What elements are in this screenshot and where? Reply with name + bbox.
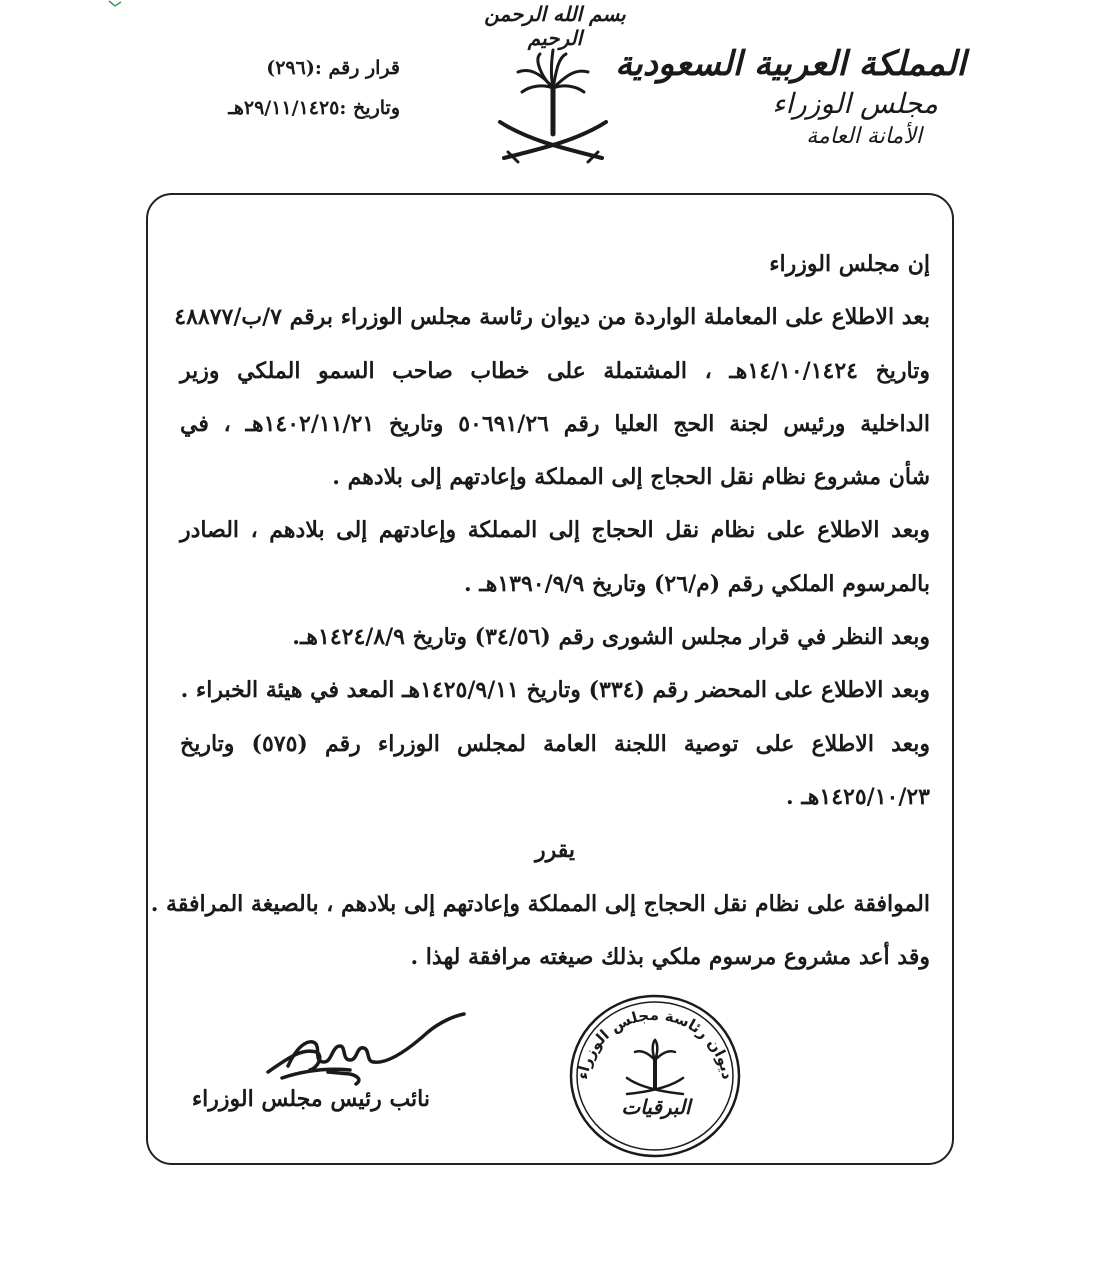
basmala: بسم الله الرحمن الرحيم bbox=[484, 2, 626, 50]
corner-mark bbox=[108, 0, 122, 8]
signatory-title: نائب رئيس مجلس الوزراء bbox=[191, 1086, 430, 1112]
body-line: وقد أعد مشروع مرسوم ملكي بذلك صيغته مرافقة لهذا . bbox=[410, 943, 930, 970]
body-line: شأن مشروع نظام نقل الحجاج إلى المملكة وإعادتهم إلى بلادهم . bbox=[332, 464, 930, 491]
body-line: بعد الاطلاع على المعاملة الواردة من ديوان رئاسة مجلس الوزراء برقم ٧/ب/٤٨٨٧٧ bbox=[174, 304, 930, 331]
resolves-heading: يقرر bbox=[534, 837, 575, 864]
seal-arc-text: ديوان رئاسة مجلس الوزراء bbox=[573, 1005, 737, 1081]
body-line: وتاريخ ١٤/١٠/١٤٢٤هـ ، المشتملة على خطاب صاحب السمو الملكي وزير bbox=[180, 357, 930, 384]
body-line: إن مجلس الوزراء bbox=[769, 251, 930, 277]
letterhead-right bbox=[615, 42, 966, 152]
body-line: ١٤٢٥/١٠/٢٣هـ . bbox=[786, 783, 930, 810]
decision-reference bbox=[150, 48, 400, 128]
decision-number: قرار رقم :(٢٩٦) bbox=[266, 57, 400, 79]
kingdom-name: المملكة العربية السعودية bbox=[615, 44, 966, 84]
official-seal-icon bbox=[565, 990, 745, 1160]
council-name: مجلس الوزراء bbox=[772, 87, 938, 120]
handwritten-signature bbox=[258, 1008, 468, 1088]
body-line: الداخلية ورئيس لجنة الحج العليا رقم ٥٠٦٩١/٢٦ وتاريخ ١٤٠٢/١١/٢١هـ ، في bbox=[180, 410, 930, 437]
body-line: وبعد الاطلاع على نظام نقل الحجاج إلى المملكة وإعادتهم إلى بلادهم ، الصادر bbox=[180, 517, 930, 544]
seal-label: البرقيات bbox=[621, 1095, 691, 1119]
body-line: وبعد الاطلاع على توصية اللجنة العامة لمجلس الوزراء رقم (٥٧٥) وتاريخ bbox=[180, 730, 930, 757]
saudi-emblem-icon bbox=[492, 48, 614, 168]
body-line: بالمرسوم الملكي رقم (م/٢٦) وتاريخ ١٣٩٠/٩/٩هـ . bbox=[463, 570, 930, 597]
decision-body bbox=[150, 238, 930, 984]
decision-date: وتاريخ :٢٩/١١/١٤٢٥هـ bbox=[228, 97, 400, 119]
body-line: الموافقة على نظام نقل الحجاج إلى المملكة وإعادتهم إلى بلادهم ، بالصيغة المرافقة . bbox=[150, 890, 930, 917]
body-line: وبعد الاطلاع على المحضر رقم (٣٣٤) وتاريخ ١٤٢٥/٩/١١هـ المعد في هيئة الخبراء . bbox=[180, 677, 930, 704]
seal-emblem-icon bbox=[627, 1040, 683, 1094]
secretariat-name: الأمانة العامة bbox=[806, 124, 922, 149]
body-line: وبعد النظر في قرار مجلس الشورى رقم (٣٤/٥٦) وتاريخ ١٤٢٤/٨/٩هـ. bbox=[292, 624, 930, 651]
